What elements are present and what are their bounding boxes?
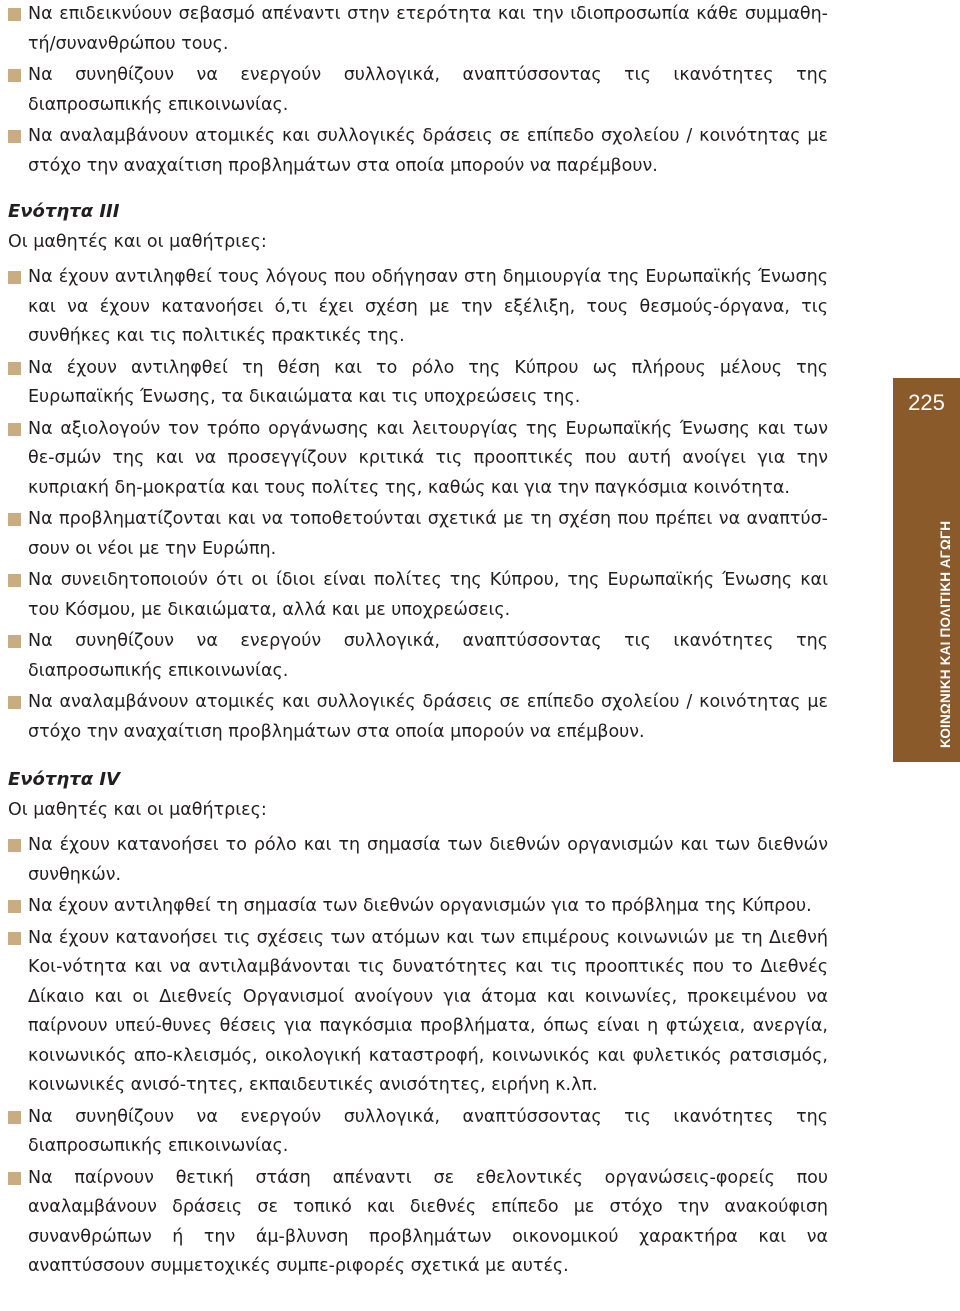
bullet-list-section-4	[8, 831, 828, 1282]
list-item	[8, 122, 828, 181]
square-bullet-icon	[8, 423, 21, 436]
list-item	[8, 415, 828, 504]
square-bullet-icon	[8, 635, 21, 648]
list-item	[8, 924, 828, 1101]
list-item-text: Να συνηθίζουν να ενεργούν συλλογικά, αναπτύσσοντας τις ικανότητες της διαπροσωπικής επικοινωνίας.	[28, 631, 828, 681]
square-bullet-icon	[8, 513, 21, 526]
list-item-text: Να επιδεικνύουν σεβασμό απέναντι στην ετερότητα και την ιδιοπροσωπία κάθε συμμαθη-τή/συνανθρώπου τους.	[28, 4, 828, 54]
list-item-text: Να αξιολογούν τον τρόπο οργάνωσης και λειτουργίας της Ευρωπαϊκής Ένωσης και των θε-σμών της και να προσεγγίζουν κριτικά τις προοπτικές που αυτή ανοίγει για την κυπριακή δη-μοκρατία και τους πολίτες της, καθώς και για την παγκόσμια κοινότητα.	[28, 418, 828, 498]
list-item	[8, 831, 828, 890]
square-bullet-icon	[8, 130, 21, 143]
page-content	[8, 0, 828, 1284]
list-item	[8, 566, 828, 625]
list-item-text: Να συνηθίζουν να ενεργούν συλλογικά, αναπτύσσοντας τις ικανότητες της διαπροσωπικής επικοινωνίας.	[28, 1106, 828, 1156]
list-item-text: Να έχουν αντιληφθεί τους λόγους που οδήγησαν στη δημιουργία της Ευρωπαϊκής Ένωσης και να έχουν κατανοήσει ό,τι έχει σχέση με την εξέλιξη, τους θεσμούς-όργανα, τις συνθήκες και τις πολιτικές πρακτικές της.	[28, 267, 828, 346]
list-item	[8, 627, 828, 686]
list-item	[8, 1164, 828, 1282]
list-item-text: Να έχουν κατανοήσει το ρόλο και τη σημασία των διεθνών οργανισμών και των διεθνών συνθηκών.	[28, 835, 828, 885]
square-bullet-icon	[8, 574, 21, 587]
list-item	[8, 892, 828, 922]
section-3-intro: Οι μαθητές και οι μαθήτριες:	[8, 232, 267, 252]
square-bullet-icon	[8, 900, 21, 913]
bullet-list-section-3	[8, 263, 828, 747]
side-tab	[893, 378, 960, 762]
bullet-list-top	[8, 0, 828, 181]
list-item-text: Να συνειδητοποιούν ότι οι ίδιοι είναι πολίτες της Κύπρου, της Ευρωπαϊκής Ένωσης και του Κόσμου, με δικαιώματα, αλλά και με υποχρεώσεις.	[28, 570, 828, 620]
square-bullet-icon	[8, 362, 21, 375]
square-bullet-icon	[8, 839, 21, 852]
square-bullet-icon	[8, 69, 21, 82]
square-bullet-icon	[8, 8, 21, 21]
list-item	[8, 263, 828, 352]
list-item-text: Να έχουν αντιληφθεί τη σημασία των διεθνών οργανισμών για το πρόβλημα της Κύπρου.	[28, 896, 812, 916]
list-item	[8, 354, 828, 413]
list-item	[8, 688, 828, 747]
list-item-text: Να έχουν κατανοήσει τις σχέσεις των ατόμων και των επιμέρους κοινωνιών με τη Διεθνή Κοι-νότητα και να αντιλαμβάνονται τις δυνατότητες και τις προοπτικές που το Διεθνές Δίκαιο και οι Διεθνείς Οργανισμοί ανοίγουν για άτομα και κοινωνίες, προκειμένου να παίρνουν υπεύ-θυνες θέσεις για παγκόσμια προβλήματα, όπως είναι η φτώχεια, ανεργία, κοινωνικός απο-κλεισμός, οικολογική καταστροφή, κοινωνικός και φυλετικός ρατσισμός, κοινωνικές ανισό-τητες, εκπαιδευτικές ανισότητες, ειρήνη κ.λπ.	[28, 927, 828, 1095]
list-item-text: Να έχουν αντιληφθεί τη θέση και το ρόλο της Κύπρου ως πλήρους μέλους της Ευρωπαϊκής Ένωσης, τα δικαιώματα και τις υποχρεώσεις της.	[28, 357, 828, 407]
section-4-title: Ενότητα ΙV	[8, 769, 120, 790]
list-item	[8, 0, 828, 59]
square-bullet-icon	[8, 696, 21, 709]
section-3-title: Ενότητα ΙΙΙ	[8, 201, 120, 222]
page-number: 225	[908, 390, 945, 415]
list-item-text: Να αναλαμβάνουν ατομικές και συλλογικές δράσεις σε επίπεδο σχολείου / κοινότητας με στόχο την αναχαίτιση προβλημάτων στα οποία μπορούν να παρέμβουν.	[28, 126, 828, 176]
square-bullet-icon	[8, 1172, 21, 1185]
square-bullet-icon	[8, 932, 21, 945]
section-4	[8, 765, 828, 1282]
list-item-text: Να συνηθίζουν να ενεργούν συλλογικά, αναπτύσσοντας τις ικανότητες της διαπροσωπικής επικοινωνίας.	[28, 65, 828, 115]
section-3	[8, 197, 828, 747]
list-item	[8, 505, 828, 564]
section-4-intro: Οι μαθητές και οι μαθήτριες:	[8, 800, 267, 820]
list-item-text: Να προβληματίζονται και να τοποθετούνται σχετικά με τη σχέση που πρέπει να αναπτύσ-σουν οι νέοι με την Ευρώπη.	[28, 509, 828, 559]
list-item-text: Να αναλαμβάνουν ατομικές και συλλογικές δράσεις σε επίπεδο σχολείου / κοινότητας με στόχο την αναχαίτιση προβλημάτων στα οποία μπορούν να επέμβουν.	[28, 692, 828, 742]
section-name: ΚΟΙΝΩΝΙΚΗ ΚΑΙ ΠΟΛΙΤΙΚΗ ΑΓΩΓΗ	[938, 520, 953, 748]
list-item	[8, 1103, 828, 1162]
square-bullet-icon	[8, 1111, 21, 1124]
list-item-text: Να παίρνουν θετική στάση απέναντι σε εθελοντικές οργανώσεις-φορείς που αναλαμβάνουν δράσεις σε τοπικό και διεθνές επίπεδο με στόχο την ανακούφιση συνανθρώπων ή την άμ-βλυνση προβλημάτων οικονομικού χαρακτήρα και να αναπτύσσουν συμμετοχικές συμπε-ριφορές σχετικά με αυτές.	[28, 1167, 828, 1276]
list-item	[8, 61, 828, 120]
square-bullet-icon	[8, 271, 21, 284]
